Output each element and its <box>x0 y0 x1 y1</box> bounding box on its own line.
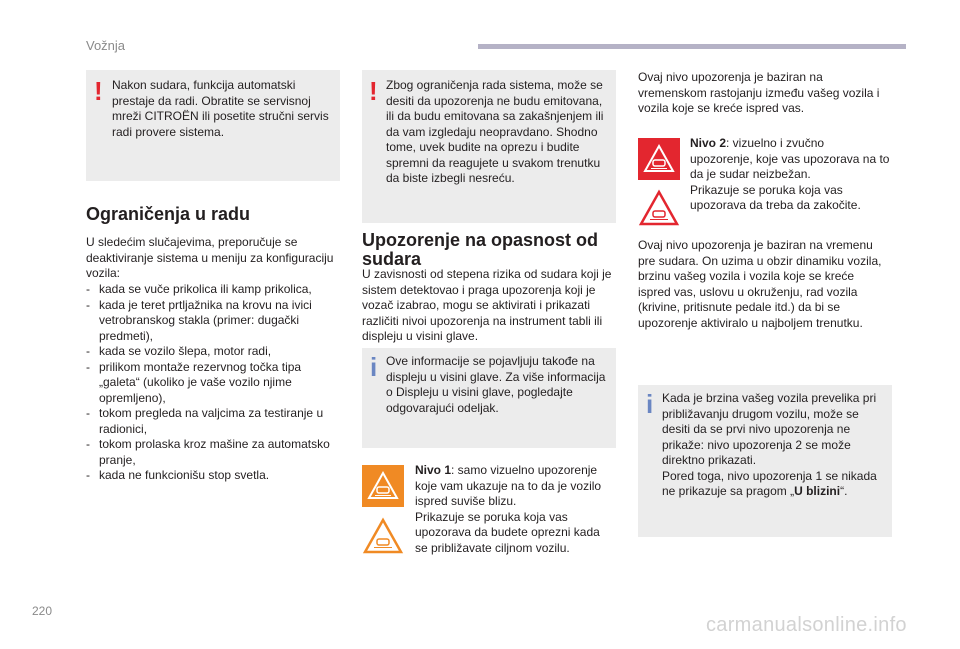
watermark: carmanualsonline.info <box>706 614 907 636</box>
level2-warning-triangle-icon <box>638 188 680 230</box>
list-item: - kada je teret prtljažnika na krovu na ivici vetrobranskog stakla (primer: dugački predmeti), <box>86 298 344 345</box>
level1-label: Nivo 1 <box>415 463 452 477</box>
info-box-text-main: Kada je brzina vašeg vozila prevelika pri približavanju drugom vozilu, može se desiti da se prvi nivo upozorenja ne prikaže: nivo upozorenja 2 se može direktno prikazati. <box>662 391 877 467</box>
info-box-speed <box>638 385 892 537</box>
level2-description <box>690 136 890 214</box>
heading-collision-warning: Upozorenje na opasnost od sudara <box>362 230 599 269</box>
section-title: Vožnja <box>86 38 126 53</box>
level2-text: : vizuelno i zvučno upozorenje, koje vas upozorava na to da je sudar neizbežan. <box>690 136 890 181</box>
info-box-text <box>662 391 884 500</box>
level1-warning-triangle-icon <box>362 516 404 558</box>
info-box-text-threshold: Pored toga, nivo upozorenja 1 se nikada ne prikazuje sa pragom „ <box>662 468 877 498</box>
level1-text: : samo vizuelno upozorenje koje vam ukazuje na to da je vozilo ispred suviše blizu. <box>415 463 602 508</box>
list-item: - tokom prolaska kroz mašine za automatsko pranje, <box>86 437 344 468</box>
info-icon: i <box>646 389 654 419</box>
list-item: - tokom pregleda na valjcima za testiranje u radionici, <box>86 406 344 437</box>
warning-icon: ! <box>369 76 378 106</box>
collision-intro: U zavisnosti od stepena rizika od sudara koji je sistem detektovao i praga upozorenja koji je vozač izabrao, mogu se aktivirati i prikazati različiti nivoi upozorenja na instrument tabli ili displeju u visini glave. <box>362 267 612 343</box>
page-number: 220 <box>32 604 53 618</box>
info-box-text-end: “. <box>840 484 848 498</box>
list-item: - prilikom montaže rezervnog točka tipa „galeta“ (ukoliko je vaše vozilo njime opremljeno), <box>86 360 344 407</box>
level2-label: Nivo 2 <box>690 136 727 150</box>
warning-box-text: Nakon sudara, funkcija automatski prestaje da radi. Obratite se servisnoj mreži CITROËN ili posetite stručni servis radi provere sistema. <box>112 78 329 139</box>
warning-box-limits <box>362 70 616 223</box>
level2-basis: Ovaj nivo upozorenja je baziran na vremenu pre sudara. On uzima u obzir dinamiku vozila, brzinu vašeg vozila i vozila koje se kreće ispred vas, uslovu u okruženju, rad vozila (krivine, pritisnute pedale itd.) da bi se upozorenje aktiviralo u najboljem trenutku. <box>638 238 882 330</box>
header-bar <box>478 44 906 49</box>
heading-limitations: Ograničenja u radu <box>86 204 251 224</box>
limitations-list <box>86 282 344 484</box>
info-box-text: Ove informacije se pojavljuju takođe na displeju u visini glave. Za više informacija o Displeju u visini glave, pogledajte odgovarajući odeljak. <box>386 354 606 415</box>
level1-warning-icon <box>362 465 404 507</box>
threshold-near-label: U blizini <box>794 484 841 498</box>
warning-box-crash <box>86 70 340 181</box>
warning-icon: ! <box>94 76 103 106</box>
list-item: - kada se vuče prikolica ili kamp prikolica, <box>86 282 344 298</box>
warning-box-text: Zbog ograničenja rada sistema, može se desiti da upozorenja ne budu emitovana, ili da budu emitovana sa zakašnjenjem ili da vam izgledaju neopravdano. Shodno tome, uvek budite na oprezu i budite spremni da reagujete u svakom trenutku da biste izbegli nesreću. <box>386 78 604 185</box>
level1-text-message: Prikazuje se poruka koja vas upozorava da budete oprezni kada se približavate ciljnom vozilu. <box>415 509 600 555</box>
limitations-intro: U sledećim slučajevima, preporučuje se deaktiviranje sistema u meniju za konfiguraciju vozila: <box>86 235 334 280</box>
list-item: - kada se vozilo šlepa, motor radi, <box>86 344 344 360</box>
level2-text-message: Prikazuje se poruka koja vas upozorava da treba da zakočite. <box>690 182 861 212</box>
level1-basis: Ovaj nivo upozorenja je baziran na vremenskom rastojanju između vašeg vozila i vozila koje se kreće ispred vas. <box>638 70 880 115</box>
info-box-hud <box>362 348 616 448</box>
info-icon: i <box>370 352 378 382</box>
level1-description <box>415 463 615 556</box>
level2-warning-icon <box>638 138 680 180</box>
list-item: - kada ne funkcionišu stop svetla. <box>86 468 344 484</box>
